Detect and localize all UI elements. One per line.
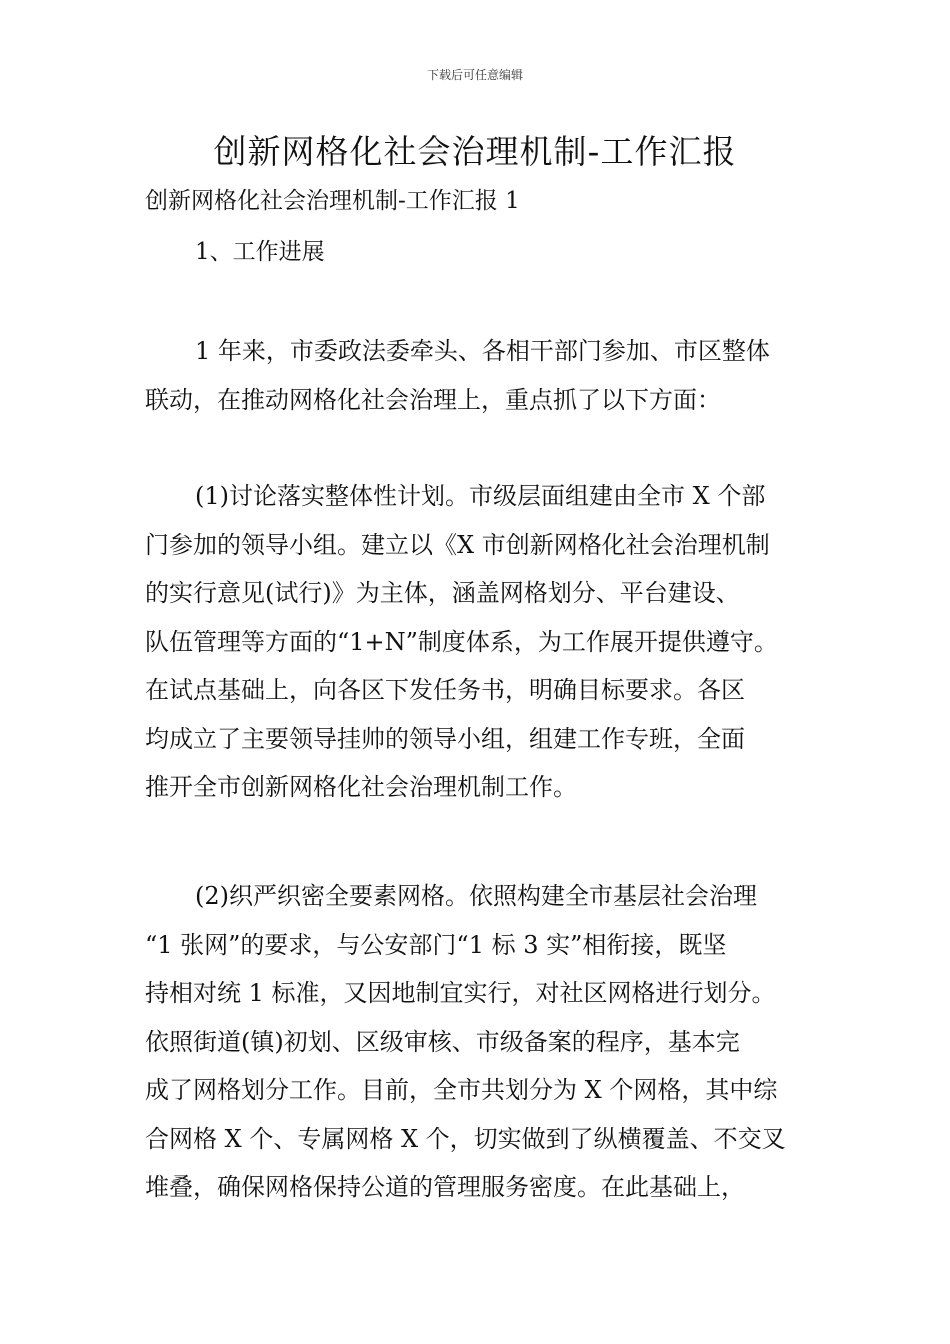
paragraph-2: [145, 472, 810, 812]
paragraph-line: 在试点基础上，向各区下发任务书，明确目标要求。各区: [145, 676, 745, 704]
paragraph-3: [145, 872, 810, 1212]
paragraph-line: (2)织严织密全要素网格。依照构建全市基层社会治理: [195, 882, 757, 910]
paragraph-line: 合网格 X 个、专属网格 X 个，切实做到了纵横覆盖、不交叉: [145, 1124, 786, 1153]
paragraph-1: [145, 327, 810, 424]
paragraph-line: (1)讨论落实整体性计划。市级层面组建由全市 X 个部: [195, 482, 766, 510]
paragraph-line: 依照街道(镇)初划、区级审核、市级备案的程序，基本完: [145, 1027, 740, 1056]
paragraph-line: “1 张网”的要求，与公安部门“1 标 3 实”相衔接，既坚: [145, 930, 727, 959]
document-title: 创新网格化社会治理机制-工作汇报: [213, 132, 737, 171]
paragraph-line: 联动，在推动网格化社会治理上，重点抓了以下方面：: [145, 385, 721, 414]
paragraph-line: 均成立了主要领导挂帅的领导小组，组建工作专班，全面: [145, 724, 745, 753]
paragraph-line: 队伍管理等方面的“1+N”制度体系，为工作展开提供遵守。: [145, 627, 778, 656]
paragraph-line: 推开全市创新网格化社会治理机制工作。: [145, 773, 577, 801]
document-subtitle: 创新网格化社会治理机制-工作汇报 1: [145, 188, 520, 214]
paragraph-line: 的实行意见(试行)》为主体，涵盖网格划分、平台建设、: [145, 579, 740, 607]
paragraph-line: 门参加的领导小组。建立以《X 市创新网格化社会治理机制: [145, 530, 770, 559]
paragraph-line: 1 年来，市委政法委牵头、各相干部门参加、市区整体: [195, 337, 770, 365]
paragraph-line: 堆叠，确保网格保持公道的管理服务密度。在此基础上，: [145, 1173, 745, 1201]
page-header-note: 下载后可任意编辑: [426, 68, 523, 82]
section-heading: 1、工作进展: [195, 239, 325, 265]
paragraph-line: 成了网格划分工作。目前，全市共划分为 X 个网格，其中综: [145, 1076, 778, 1104]
paragraph-line: 持相对统 1 标准，又因地制宜实行，对社区网格进行划分。: [145, 979, 776, 1007]
